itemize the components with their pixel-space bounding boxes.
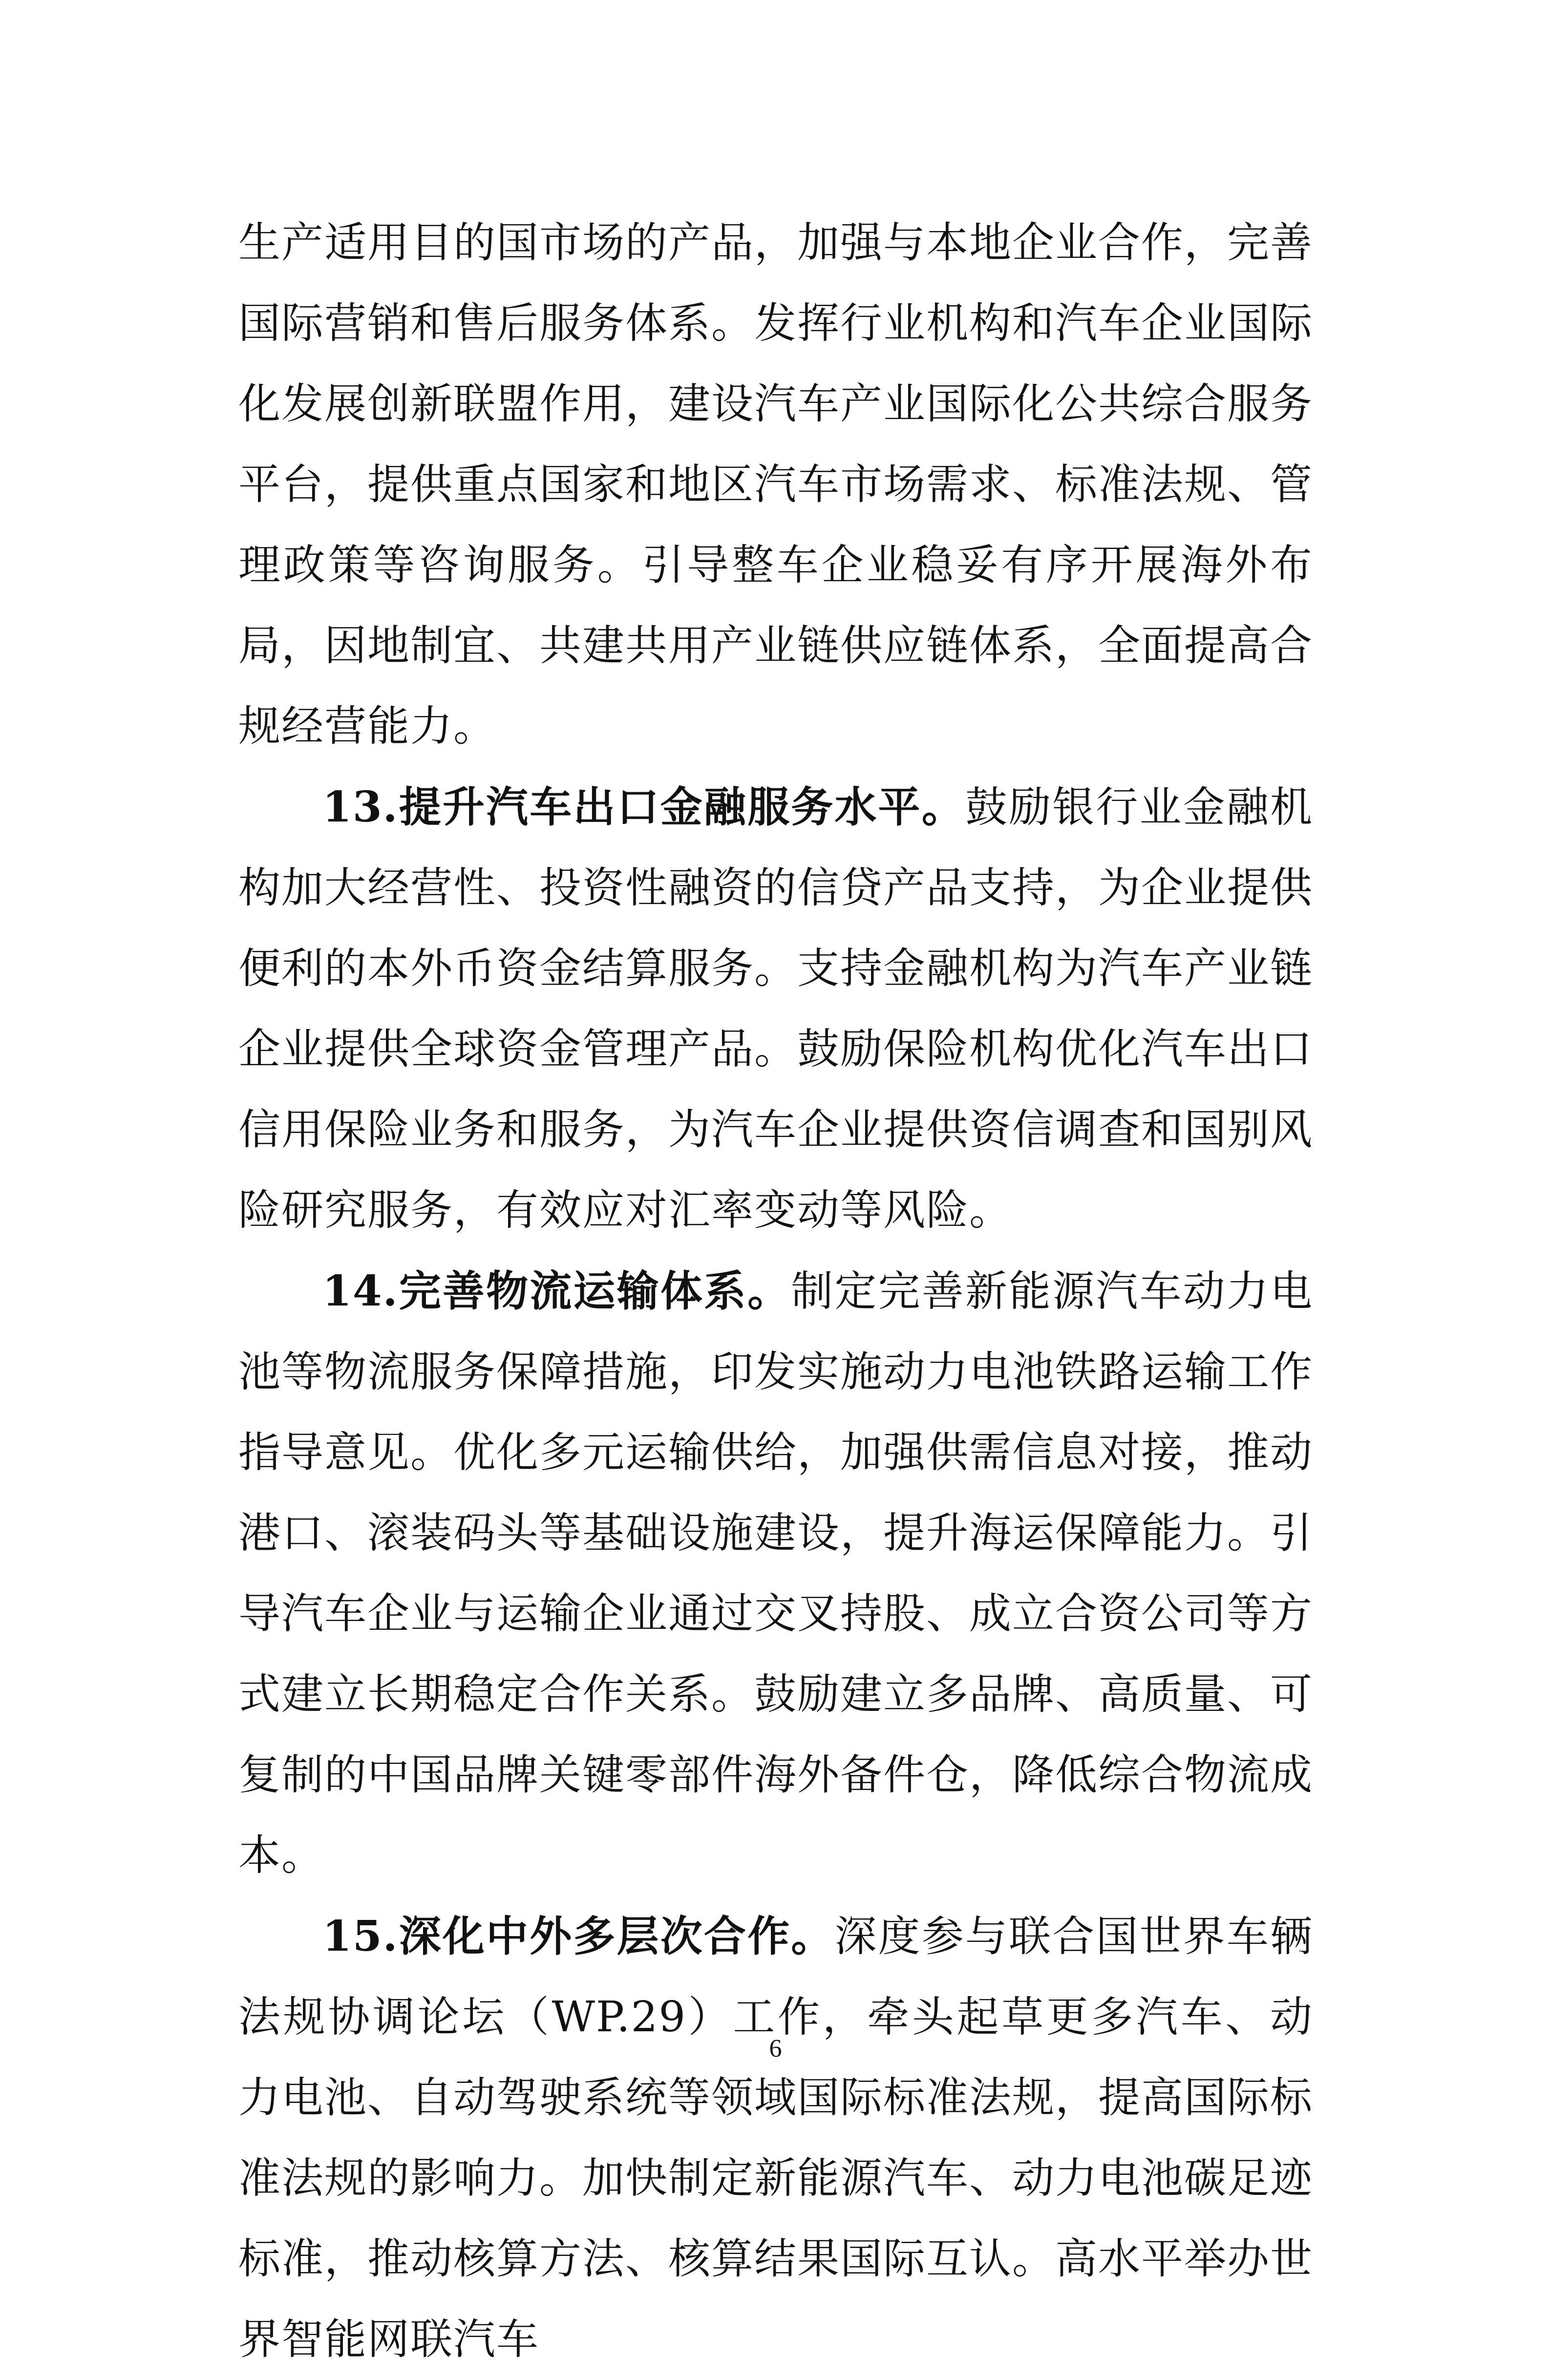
paragraph-heading: 13.提升汽车出口金融服务水平。 — [322, 782, 965, 832]
page-number: 6 — [769, 2035, 782, 2063]
paragraph-heading: 14.完善物流运输体系。 — [322, 1266, 791, 1316]
paragraph-text: 深度参与联合国世界车辆法规协调论坛（WP.29）工作，牵头起草更多汽车、动力电池、自动驾驶系统等领域国际标准法规，提高国际标准法规的影响力。加快制定新能源汽车、动力电池碳足迹标准，推动核算方法、核算结果国际互认。高水平举办世界智能网联汽车 — [238, 1912, 1313, 2364]
paragraph-text: 生产适用目的国市场的产品，加强与本地企业合作，完善国际营销和售后服务体系。发挥行业机构和汽车企业国际化发展创新联盟作用，建设汽车产业国际化公共综合服务平台，提供重点国家和地区汽车市场需求、标准法规、管理政策等咨询服务。引导整车企业稳妥有序开展海外布局，因地制宜、共建共用产业链供应链体系，全面提高合规经营能力。 — [238, 218, 1313, 751]
paragraph-15 — [238, 1896, 1313, 2380]
paragraph-text: 制定完善新能源汽车动力电池等物流服务保障措施，印发实施动力电池铁路运输工作指导意见。优化多元运输供给，加强供需信息对接，推动港口、滚装码头等基础设施建设，提升海运保障能力。引导汽车企业与运输企业通过交叉持股、成立合资公司等方式建立长期稳定合作关系。鼓励建立多品牌、高质量、可复制的中国品牌关键零部件海外备件仓，降低综合物流成本。 — [238, 1267, 1314, 1880]
paragraph-continuation — [238, 203, 1313, 767]
paragraph-text: 鼓励银行业金融机构加大经营性、投资性融资的信贷产品支持，为企业提供便利的本外币资金结算服务。支持金融机构为汽车产业链企业提供全球资金管理产品。鼓励保险机构优化汽车出口信用保险业务和服务，为汽车企业提供资信调查和国别风险研究服务，有效应对汇率变动等风险。 — [238, 783, 1313, 1235]
paragraph-heading: 15.深化中外多层次合作。 — [322, 1912, 835, 1961]
paragraph-14 — [238, 1251, 1313, 1896]
paragraph-13 — [238, 767, 1313, 1251]
